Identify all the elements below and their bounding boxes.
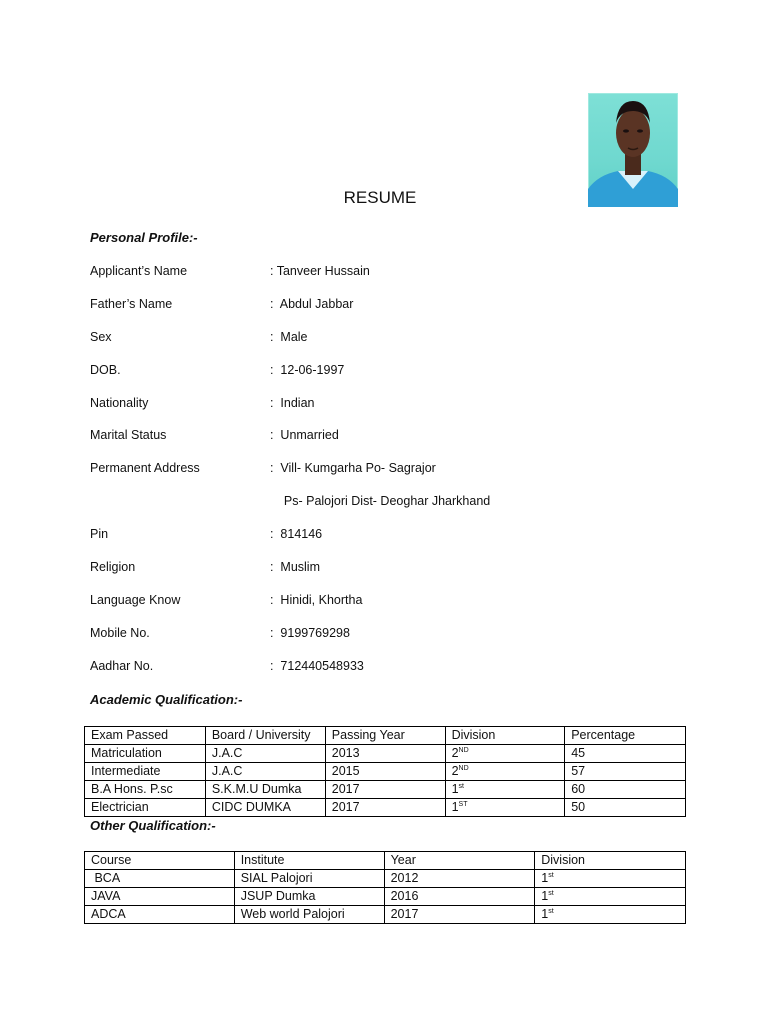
header-cell: Division — [445, 727, 565, 745]
division-suffix: st — [548, 889, 554, 897]
division-suffix: ND — [458, 764, 469, 772]
division-cell — [445, 763, 565, 781]
division-number: 1 — [451, 782, 459, 796]
exam-cell: Electrician — [85, 799, 206, 817]
division-number: 1 — [451, 800, 459, 814]
year-cell: 2017 — [384, 906, 535, 924]
field-label-address: Permanent Address — [90, 461, 200, 475]
institute-cell: Web world Palojori — [234, 906, 384, 924]
board-cell: J.A.C — [205, 763, 325, 781]
table-header-row — [85, 727, 686, 745]
field-label-aadhar: Aadhar No. — [90, 659, 154, 673]
field-label-mobile: Mobile No. — [90, 626, 150, 640]
year-cell: 2013 — [325, 745, 445, 763]
field-label-name: Applicant’s Name — [90, 264, 188, 278]
division-cell — [535, 906, 686, 924]
personal-profile-heading: Personal Profile:- — [90, 230, 198, 245]
course-cell: JAVA — [85, 888, 235, 906]
field-value-pin: : 814146 — [270, 527, 323, 541]
table-header-row — [85, 852, 686, 870]
table-row — [85, 870, 686, 888]
institute-cell: JSUP Dumka — [234, 888, 384, 906]
academic-qualification-table — [84, 726, 686, 817]
header-cell: Course — [85, 852, 235, 870]
header-cell: Percentage — [565, 727, 686, 745]
division-number: 2 — [451, 746, 459, 760]
division-cell — [445, 799, 565, 817]
header-cell: Passing Year — [325, 727, 445, 745]
table-row — [85, 888, 686, 906]
page-title: RESUME — [343, 188, 417, 207]
field-value-aadhar: : 712440548933 — [270, 659, 364, 673]
exam-cell: Matriculation — [85, 745, 206, 763]
field-value-mobile: : 9199769298 — [270, 626, 350, 640]
institute-cell: SIAL Palojori — [234, 870, 384, 888]
division-cell — [535, 870, 686, 888]
board-cell: J.A.C — [205, 745, 325, 763]
field-label-sex: Sex — [90, 330, 112, 344]
course-cell: ADCA — [85, 906, 235, 924]
percentage-cell: 60 — [565, 781, 686, 799]
field-value-name: : Tanveer Hussain — [270, 264, 370, 278]
header-cell: Board / University — [205, 727, 325, 745]
field-label-language: Language Know — [90, 593, 181, 607]
exam-cell: B.A Hons. P.sc — [85, 781, 206, 799]
board-cell: S.K.M.U Dumka — [205, 781, 325, 799]
field-value-address: : Vill- Kumgarha Po- Sagrajor — [270, 461, 436, 475]
table-row — [85, 763, 686, 781]
field-value-father: : Abdul Jabbar — [270, 297, 354, 311]
field-value-religion: : Muslim — [270, 560, 320, 574]
field-value-nationality: : Indian — [270, 396, 315, 410]
division-suffix: st — [458, 782, 464, 790]
field-label-pin: Pin — [90, 527, 109, 541]
division-suffix: ST — [458, 800, 468, 808]
division-number: 1 — [541, 889, 549, 903]
field-label-nationality: Nationality — [90, 396, 149, 410]
division-cell — [445, 781, 565, 799]
division-suffix: ND — [458, 746, 469, 754]
field-label-dob: DOB. — [90, 363, 121, 377]
board-cell: CIDC DUMKA — [205, 799, 325, 817]
year-cell: 2012 — [384, 870, 535, 888]
table-row — [85, 781, 686, 799]
field-label-marital: Marital Status — [90, 428, 167, 442]
field-value-dob: : 12-06-1997 — [270, 363, 345, 377]
year-cell: 2015 — [325, 763, 445, 781]
other-qualification-heading: Other Qualification:- — [90, 818, 216, 833]
header-cell: Institute — [234, 852, 384, 870]
division-cell — [445, 745, 565, 763]
year-cell: 2017 — [325, 781, 445, 799]
year-cell: 2017 — [325, 799, 445, 817]
division-suffix: st — [548, 907, 554, 915]
percentage-cell: 45 — [565, 745, 686, 763]
percentage-cell: 50 — [565, 799, 686, 817]
header-cell: Exam Passed — [85, 727, 206, 745]
table-row — [85, 799, 686, 817]
header-cell: Year — [384, 852, 535, 870]
field-label-religion: Religion — [90, 560, 136, 574]
division-suffix: st — [548, 871, 554, 879]
division-number: 2 — [451, 764, 459, 778]
division-number: 1 — [541, 907, 549, 921]
field-value-language: : Hinidi, Khortha — [270, 593, 363, 607]
course-cell: BCA — [85, 870, 235, 888]
table-row — [85, 745, 686, 763]
division-number: 1 — [541, 871, 549, 885]
academic-qualification-heading: Academic Qualification:- — [90, 692, 243, 707]
field-value-marital: : Unmarried — [270, 428, 339, 442]
year-cell: 2016 — [384, 888, 535, 906]
exam-cell: Intermediate — [85, 763, 206, 781]
table-row — [85, 906, 686, 924]
field-label-father: Father’s Name — [90, 297, 173, 311]
division-cell — [535, 888, 686, 906]
percentage-cell: 57 — [565, 763, 686, 781]
other-qualification-table — [84, 851, 686, 924]
header-cell: Division — [535, 852, 686, 870]
field-value-address-line2: Ps- Palojori Dist- Deoghar Jharkhand — [270, 494, 491, 508]
field-value-sex: : Male — [270, 330, 308, 344]
